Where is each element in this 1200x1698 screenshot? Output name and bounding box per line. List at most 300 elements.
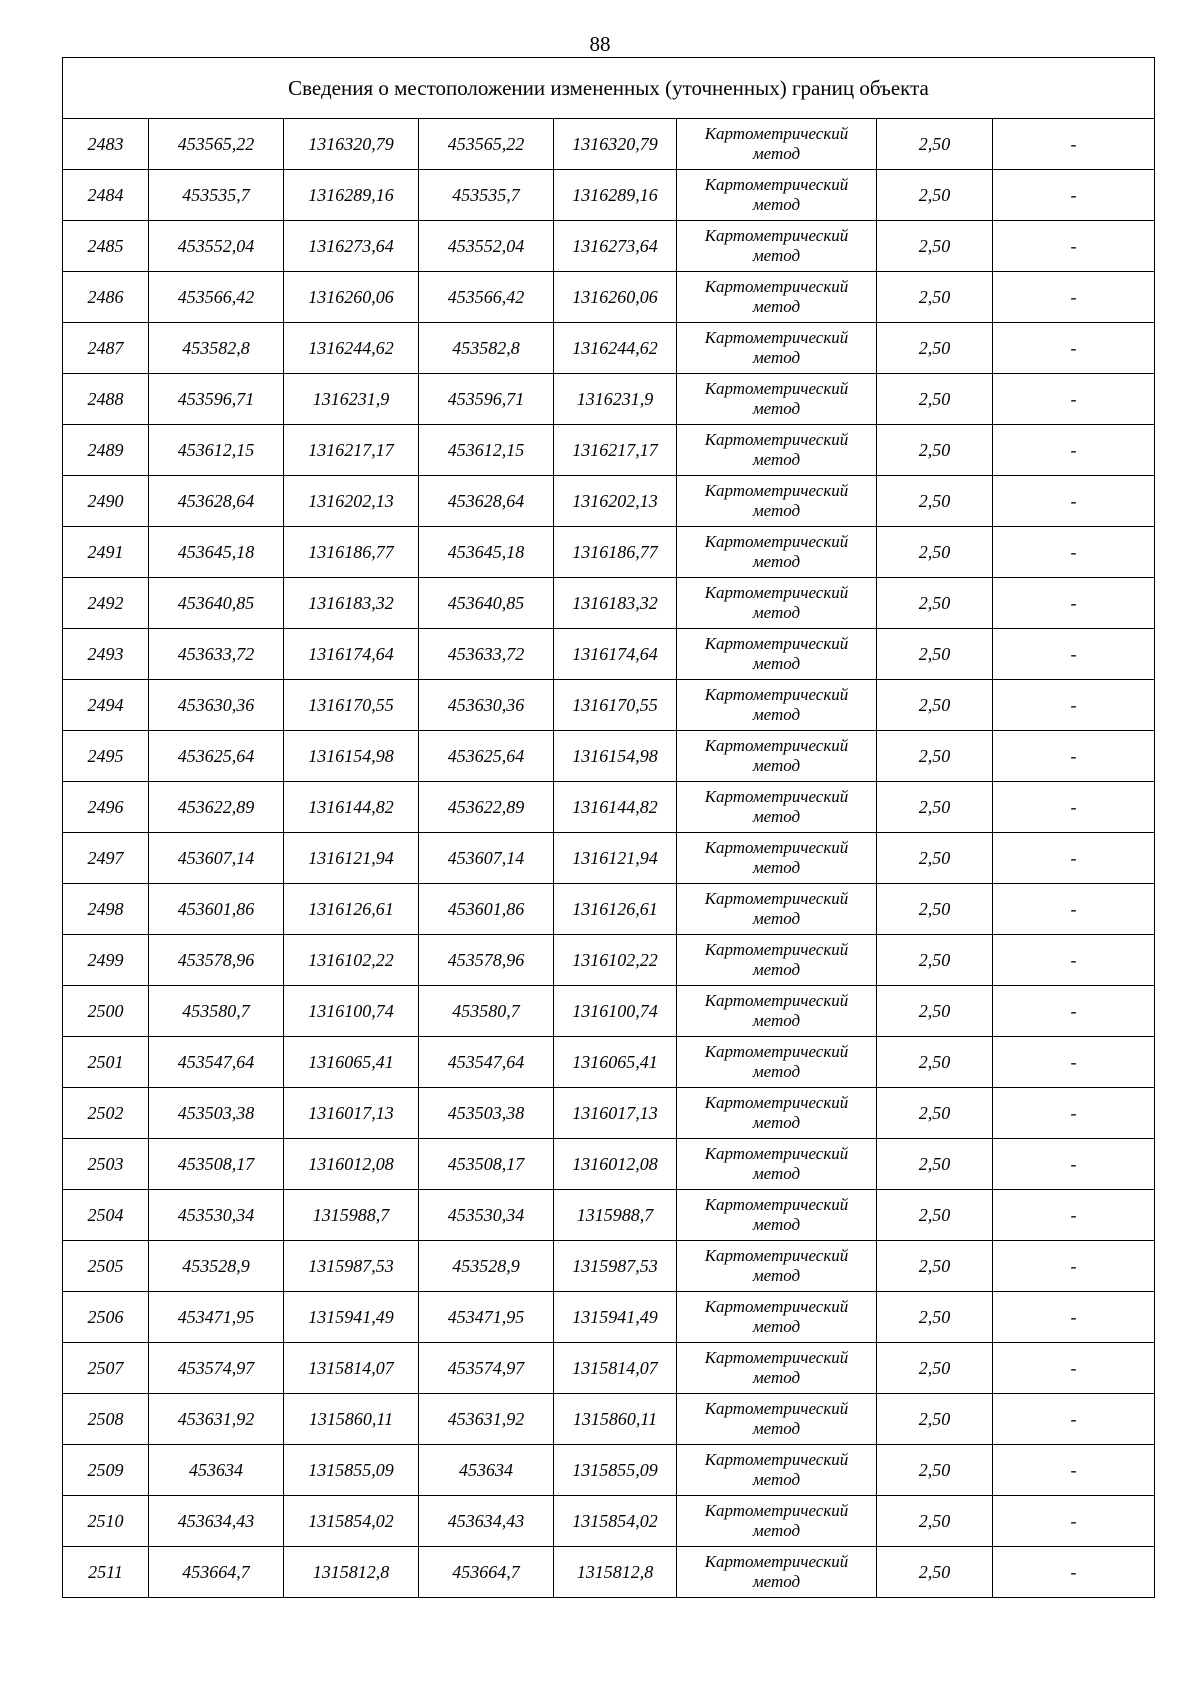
method-line-2: метод: [752, 297, 801, 316]
method-line-2: метод: [752, 1011, 801, 1030]
method-line-1: Картометрический: [704, 226, 849, 245]
x-new-cell: 453607,14: [419, 833, 554, 884]
table-row: [63, 1292, 1155, 1343]
y-new-cell: 1316174,64: [554, 629, 677, 680]
description-cell: -: [993, 1241, 1155, 1292]
description-cell: -: [993, 1547, 1155, 1598]
description-cell: -: [993, 1496, 1155, 1547]
method-line-1: Картометрический: [704, 1552, 849, 1571]
method-cell: [677, 221, 877, 272]
method-cell: [677, 884, 877, 935]
description-cell: -: [993, 1394, 1155, 1445]
method-cell: [677, 272, 877, 323]
method-line-2: метод: [752, 399, 801, 418]
x-existing-cell: 453634,43: [149, 1496, 284, 1547]
method-cell: [677, 1139, 877, 1190]
x-new-cell: 453625,64: [419, 731, 554, 782]
x-new-cell: 453630,36: [419, 680, 554, 731]
x-existing-cell: 453630,36: [149, 680, 284, 731]
table-row: [63, 1496, 1155, 1547]
y-new-cell: 1315814,07: [554, 1343, 677, 1394]
accuracy-cell: 2,50: [877, 731, 993, 782]
method-cell: [677, 731, 877, 782]
x-new-cell: 453471,95: [419, 1292, 554, 1343]
description-cell: -: [993, 221, 1155, 272]
x-new-cell: 453528,9: [419, 1241, 554, 1292]
y-existing-cell: 1316144,82: [284, 782, 419, 833]
accuracy-cell: 2,50: [877, 323, 993, 374]
method-line-1: Картометрический: [704, 889, 849, 908]
accuracy-cell: 2,50: [877, 1037, 993, 1088]
table-row: [63, 629, 1155, 680]
description-cell: -: [993, 425, 1155, 476]
table-row: [63, 476, 1155, 527]
x-new-cell: 453640,85: [419, 578, 554, 629]
method-cell: [677, 170, 877, 221]
point-number-cell: 2488: [63, 374, 149, 425]
y-existing-cell: 1316217,17: [284, 425, 419, 476]
table-row: [63, 986, 1155, 1037]
y-new-cell: 1316244,62: [554, 323, 677, 374]
point-number-cell: 2484: [63, 170, 149, 221]
method-line-1: Картометрический: [704, 583, 849, 602]
accuracy-cell: 2,50: [877, 1190, 993, 1241]
y-new-cell: 1316100,74: [554, 986, 677, 1037]
description-cell: -: [993, 629, 1155, 680]
accuracy-cell: 2,50: [877, 680, 993, 731]
x-new-cell: 453582,8: [419, 323, 554, 374]
point-number-cell: 2486: [63, 272, 149, 323]
method-line-1: Картометрический: [704, 1399, 849, 1418]
method-cell: [677, 629, 877, 680]
method-line-1: Картометрический: [704, 1246, 849, 1265]
method-line-1: Картометрический: [704, 1501, 849, 1520]
method-line-2: метод: [752, 1419, 801, 1438]
accuracy-cell: 2,50: [877, 425, 993, 476]
method-line-1: Картометрический: [704, 685, 849, 704]
table-row: [63, 1139, 1155, 1190]
method-cell: [677, 1547, 877, 1598]
x-new-cell: 453503,38: [419, 1088, 554, 1139]
point-number-cell: 2497: [63, 833, 149, 884]
x-new-cell: 453508,17: [419, 1139, 554, 1190]
description-cell: -: [993, 374, 1155, 425]
method-line-2: метод: [752, 960, 801, 979]
y-existing-cell: 1315941,49: [284, 1292, 419, 1343]
accuracy-cell: 2,50: [877, 221, 993, 272]
method-line-2: метод: [752, 552, 801, 571]
point-number-cell: 2511: [63, 1547, 149, 1598]
method-cell: [677, 833, 877, 884]
method-line-1: Картометрический: [704, 1297, 849, 1316]
method-line-1: Картометрический: [704, 787, 849, 806]
table-row: [63, 833, 1155, 884]
method-cell: [677, 425, 877, 476]
y-existing-cell: 1316231,9: [284, 374, 419, 425]
method-cell: [677, 782, 877, 833]
x-new-cell: 453628,64: [419, 476, 554, 527]
x-new-cell: 453631,92: [419, 1394, 554, 1445]
y-existing-cell: 1315855,09: [284, 1445, 419, 1496]
point-number-cell: 2489: [63, 425, 149, 476]
point-number-cell: 2495: [63, 731, 149, 782]
x-existing-cell: 453574,97: [149, 1343, 284, 1394]
x-new-cell: 453565,22: [419, 119, 554, 170]
accuracy-cell: 2,50: [877, 833, 993, 884]
table-row: [63, 1343, 1155, 1394]
accuracy-cell: 2,50: [877, 1088, 993, 1139]
accuracy-cell: 2,50: [877, 629, 993, 680]
y-new-cell: 1316183,32: [554, 578, 677, 629]
y-new-cell: 1316273,64: [554, 221, 677, 272]
y-new-cell: 1316320,79: [554, 119, 677, 170]
method-line-2: метод: [752, 450, 801, 469]
x-new-cell: 453612,15: [419, 425, 554, 476]
method-line-1: Картометрический: [704, 1042, 849, 1061]
method-line-1: Картометрический: [704, 991, 849, 1010]
method-cell: [677, 578, 877, 629]
y-new-cell: 1315941,49: [554, 1292, 677, 1343]
table-row: [63, 1037, 1155, 1088]
point-number-cell: 2491: [63, 527, 149, 578]
y-existing-cell: 1315814,07: [284, 1343, 419, 1394]
method-line-1: Картометрический: [704, 328, 849, 347]
x-existing-cell: 453565,22: [149, 119, 284, 170]
point-number-cell: 2490: [63, 476, 149, 527]
x-existing-cell: 453640,85: [149, 578, 284, 629]
method-cell: [677, 374, 877, 425]
y-existing-cell: 1316017,13: [284, 1088, 419, 1139]
point-number-cell: 2508: [63, 1394, 149, 1445]
method-line-2: метод: [752, 1572, 801, 1591]
x-existing-cell: 453547,64: [149, 1037, 284, 1088]
accuracy-cell: 2,50: [877, 476, 993, 527]
description-cell: -: [993, 476, 1155, 527]
table-row: [63, 527, 1155, 578]
accuracy-cell: 2,50: [877, 884, 993, 935]
description-cell: -: [993, 986, 1155, 1037]
x-existing-cell: 453633,72: [149, 629, 284, 680]
method-line-2: метод: [752, 501, 801, 520]
x-existing-cell: 453471,95: [149, 1292, 284, 1343]
table-row: [63, 782, 1155, 833]
y-existing-cell: 1316202,13: [284, 476, 419, 527]
x-new-cell: 453634: [419, 1445, 554, 1496]
y-new-cell: 1316102,22: [554, 935, 677, 986]
accuracy-cell: 2,50: [877, 1547, 993, 1598]
point-number-cell: 2504: [63, 1190, 149, 1241]
y-existing-cell: 1316260,06: [284, 272, 419, 323]
method-line-2: метод: [752, 1317, 801, 1336]
description-cell: -: [993, 1190, 1155, 1241]
x-existing-cell: 453622,89: [149, 782, 284, 833]
x-new-cell: 453530,34: [419, 1190, 554, 1241]
method-cell: [677, 1343, 877, 1394]
accuracy-cell: 2,50: [877, 1241, 993, 1292]
accuracy-cell: 2,50: [877, 374, 993, 425]
method-cell: [677, 527, 877, 578]
table-row: [63, 119, 1155, 170]
x-new-cell: 453552,04: [419, 221, 554, 272]
y-existing-cell: 1315854,02: [284, 1496, 419, 1547]
method-line-1: Картометрический: [704, 481, 849, 500]
description-cell: -: [993, 119, 1155, 170]
y-existing-cell: 1315988,7: [284, 1190, 419, 1241]
method-line-2: метод: [752, 1164, 801, 1183]
point-number-cell: 2493: [63, 629, 149, 680]
x-existing-cell: 453552,04: [149, 221, 284, 272]
method-line-1: Картометрический: [704, 1144, 849, 1163]
x-existing-cell: 453582,8: [149, 323, 284, 374]
table-row: [63, 170, 1155, 221]
x-new-cell: 453601,86: [419, 884, 554, 935]
y-new-cell: 1316126,61: [554, 884, 677, 935]
point-number-cell: 2487: [63, 323, 149, 374]
point-number-cell: 2485: [63, 221, 149, 272]
y-existing-cell: 1316065,41: [284, 1037, 419, 1088]
x-new-cell: 453633,72: [419, 629, 554, 680]
description-cell: -: [993, 323, 1155, 374]
description-cell: -: [993, 833, 1155, 884]
method-line-2: метод: [752, 858, 801, 877]
method-cell: [677, 986, 877, 1037]
method-cell: [677, 1037, 877, 1088]
x-new-cell: 453664,7: [419, 1547, 554, 1598]
point-number-cell: 2506: [63, 1292, 149, 1343]
description-cell: -: [993, 884, 1155, 935]
accuracy-cell: 2,50: [877, 1292, 993, 1343]
description-cell: -: [993, 1139, 1155, 1190]
accuracy-cell: 2,50: [877, 986, 993, 1037]
method-line-2: метод: [752, 1470, 801, 1489]
description-cell: -: [993, 731, 1155, 782]
y-existing-cell: 1316273,64: [284, 221, 419, 272]
table-row: [63, 1445, 1155, 1496]
method-line-2: метод: [752, 1215, 801, 1234]
method-line-1: Картометрический: [704, 838, 849, 857]
table-row: [63, 323, 1155, 374]
table-title-row: [63, 58, 1155, 119]
y-new-cell: 1316186,77: [554, 527, 677, 578]
y-existing-cell: 1315812,8: [284, 1547, 419, 1598]
method-cell: [677, 323, 877, 374]
y-existing-cell: 1316170,55: [284, 680, 419, 731]
x-new-cell: 453566,42: [419, 272, 554, 323]
x-existing-cell: 453631,92: [149, 1394, 284, 1445]
method-line-2: метод: [752, 909, 801, 928]
table-row: [63, 425, 1155, 476]
table-row: [63, 272, 1155, 323]
accuracy-cell: 2,50: [877, 1445, 993, 1496]
description-cell: -: [993, 1445, 1155, 1496]
description-cell: -: [993, 272, 1155, 323]
method-line-1: Картометрический: [704, 379, 849, 398]
point-number-cell: 2507: [63, 1343, 149, 1394]
method-line-2: метод: [752, 756, 801, 775]
point-number-cell: 2501: [63, 1037, 149, 1088]
x-existing-cell: 453528,9: [149, 1241, 284, 1292]
method-line-1: Картометрический: [704, 1348, 849, 1367]
method-line-2: метод: [752, 144, 801, 163]
method-cell: [677, 1241, 877, 1292]
page-number: 88: [589, 32, 611, 56]
point-number-cell: 2500: [63, 986, 149, 1037]
x-existing-cell: 453535,7: [149, 170, 284, 221]
description-cell: -: [993, 527, 1155, 578]
method-cell: [677, 1190, 877, 1241]
y-existing-cell: 1316289,16: [284, 170, 419, 221]
description-cell: -: [993, 1088, 1155, 1139]
accuracy-cell: 2,50: [877, 119, 993, 170]
x-new-cell: 453535,7: [419, 170, 554, 221]
description-cell: -: [993, 1343, 1155, 1394]
point-number-cell: 2505: [63, 1241, 149, 1292]
accuracy-cell: 2,50: [877, 170, 993, 221]
method-line-1: Картометрический: [704, 175, 849, 194]
table-row: [63, 935, 1155, 986]
accuracy-cell: 2,50: [877, 272, 993, 323]
x-existing-cell: 453634: [149, 1445, 284, 1496]
x-new-cell: 453645,18: [419, 527, 554, 578]
table-row: [63, 578, 1155, 629]
y-new-cell: 1316289,16: [554, 170, 677, 221]
table-row: [63, 1547, 1155, 1598]
table-row: [63, 1190, 1155, 1241]
description-cell: -: [993, 578, 1155, 629]
table-row: [63, 1241, 1155, 1292]
point-number-cell: 2494: [63, 680, 149, 731]
y-new-cell: 1315987,53: [554, 1241, 677, 1292]
method-cell: [677, 680, 877, 731]
y-new-cell: 1316121,94: [554, 833, 677, 884]
y-new-cell: 1316231,9: [554, 374, 677, 425]
x-existing-cell: 453566,42: [149, 272, 284, 323]
method-line-2: метод: [752, 1062, 801, 1081]
y-new-cell: 1316170,55: [554, 680, 677, 731]
method-line-1: Картометрический: [704, 634, 849, 653]
description-cell: -: [993, 1037, 1155, 1088]
point-number-cell: 2509: [63, 1445, 149, 1496]
table-row: [63, 680, 1155, 731]
method-line-1: Картометрический: [704, 430, 849, 449]
y-existing-cell: 1316186,77: [284, 527, 419, 578]
description-cell: -: [993, 680, 1155, 731]
method-line-1: Картометрический: [704, 1093, 849, 1112]
y-existing-cell: 1316102,22: [284, 935, 419, 986]
table-row: [63, 1088, 1155, 1139]
table-row: [63, 731, 1155, 782]
method-cell: [677, 1496, 877, 1547]
accuracy-cell: 2,50: [877, 1394, 993, 1445]
y-new-cell: 1316065,41: [554, 1037, 677, 1088]
method-line-2: метод: [752, 1266, 801, 1285]
x-existing-cell: 453625,64: [149, 731, 284, 782]
method-line-2: метод: [752, 1113, 801, 1132]
method-line-2: метод: [752, 246, 801, 265]
method-line-2: метод: [752, 1521, 801, 1540]
x-existing-cell: 453664,7: [149, 1547, 284, 1598]
y-new-cell: 1315854,02: [554, 1496, 677, 1547]
method-line-1: Картометрический: [704, 736, 849, 755]
x-existing-cell: 453596,71: [149, 374, 284, 425]
method-cell: [677, 1394, 877, 1445]
y-existing-cell: 1315987,53: [284, 1241, 419, 1292]
method-line-2: метод: [752, 195, 801, 214]
table-body: [63, 119, 1155, 1598]
point-number-cell: 2510: [63, 1496, 149, 1547]
method-cell: [677, 119, 877, 170]
x-new-cell: 453634,43: [419, 1496, 554, 1547]
description-cell: -: [993, 170, 1155, 221]
x-new-cell: 453596,71: [419, 374, 554, 425]
y-existing-cell: 1316154,98: [284, 731, 419, 782]
x-existing-cell: 453503,38: [149, 1088, 284, 1139]
point-number-cell: 2499: [63, 935, 149, 986]
description-cell: -: [993, 782, 1155, 833]
method-cell: [677, 935, 877, 986]
accuracy-cell: 2,50: [877, 527, 993, 578]
method-line-2: метод: [752, 654, 801, 673]
table-row: [63, 884, 1155, 935]
method-cell: [677, 1445, 877, 1496]
description-cell: -: [993, 935, 1155, 986]
accuracy-cell: 2,50: [877, 935, 993, 986]
point-number-cell: 2498: [63, 884, 149, 935]
y-existing-cell: 1316244,62: [284, 323, 419, 374]
accuracy-cell: 2,50: [877, 578, 993, 629]
x-existing-cell: 453508,17: [149, 1139, 284, 1190]
method-line-2: метод: [752, 705, 801, 724]
y-existing-cell: 1316320,79: [284, 119, 419, 170]
y-new-cell: 1315860,11: [554, 1394, 677, 1445]
method-cell: [677, 476, 877, 527]
method-cell: [677, 1088, 877, 1139]
x-existing-cell: 453580,7: [149, 986, 284, 1037]
method-cell: [677, 1292, 877, 1343]
y-existing-cell: 1316100,74: [284, 986, 419, 1037]
x-new-cell: 453574,97: [419, 1343, 554, 1394]
accuracy-cell: 2,50: [877, 782, 993, 833]
table-row: [63, 1394, 1155, 1445]
y-new-cell: 1316217,17: [554, 425, 677, 476]
y-existing-cell: 1315860,11: [284, 1394, 419, 1445]
x-existing-cell: 453628,64: [149, 476, 284, 527]
x-existing-cell: 453607,14: [149, 833, 284, 884]
method-line-1: Картометрический: [704, 1195, 849, 1214]
method-line-2: метод: [752, 348, 801, 367]
description-cell: -: [993, 1292, 1155, 1343]
y-new-cell: 1316012,08: [554, 1139, 677, 1190]
table-title: Сведения о местоположении измененных (уточненных) границ объекта: [63, 58, 1155, 119]
y-existing-cell: 1316174,64: [284, 629, 419, 680]
accuracy-cell: 2,50: [877, 1343, 993, 1394]
x-existing-cell: 453601,86: [149, 884, 284, 935]
y-new-cell: 1316154,98: [554, 731, 677, 782]
x-existing-cell: 453612,15: [149, 425, 284, 476]
method-line-1: Картометрический: [704, 532, 849, 551]
x-new-cell: 453580,7: [419, 986, 554, 1037]
y-new-cell: 1316144,82: [554, 782, 677, 833]
y-existing-cell: 1316126,61: [284, 884, 419, 935]
y-existing-cell: 1316121,94: [284, 833, 419, 884]
y-new-cell: 1316017,13: [554, 1088, 677, 1139]
method-line-1: Картометрический: [704, 277, 849, 296]
y-new-cell: 1315812,8: [554, 1547, 677, 1598]
x-new-cell: 453578,96: [419, 935, 554, 986]
method-line-2: метод: [752, 603, 801, 622]
x-existing-cell: 453578,96: [149, 935, 284, 986]
method-line-2: метод: [752, 1368, 801, 1387]
